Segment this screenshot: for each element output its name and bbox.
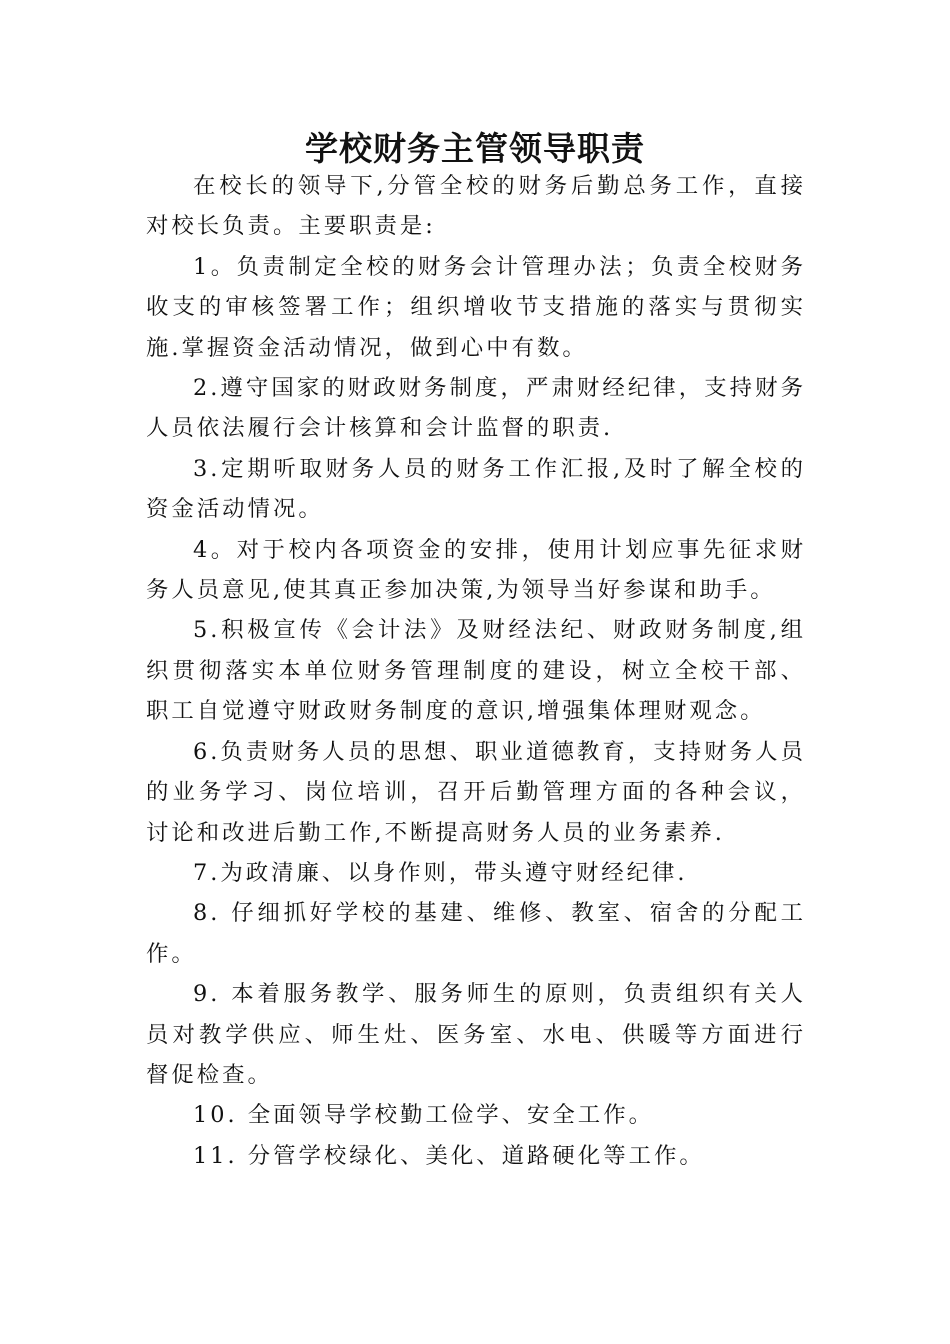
duty-item-3: 3.定期听取财务人员的财务工作汇报,及时了解全校的资金活动情况。 bbox=[146, 455, 806, 523]
duty-item-9: 9. 本着服务教学、服务师生的原则，负责组织有关人员对教学供应、师生灶、医务室、水电、供暖等方面进行督促检查。 bbox=[146, 981, 806, 1088]
duty-item-11: 11. 分管学校绿化、美化、道路硬化等工作。 bbox=[193, 1142, 705, 1169]
duty-item-7: 7.为政清廉、以身作则，带头遵守财经纪律. bbox=[193, 859, 688, 886]
document-title: 学校财务主管领导职责 bbox=[305, 129, 645, 168]
duty-item-2: 2.遵守国家的财政财务制度，严肃财经纪律，支持财务人员依法履行会计核算和会计监督的职责. bbox=[146, 375, 806, 442]
duty-item-5: 5.积极宣传《会计法》及财经法纪、财政财务制度,组织贯彻落实本单位财务管理制度的建设，树立全校干部、职工自觉遵守财政财务制度的意识,增强集体理财观念。 bbox=[146, 617, 806, 725]
duty-item-6: 6.负责财务人员的思想、职业道德教育，支持财务人员的业务学习、岗位培训，召开后勤管理方面的各种会议，讨论和改进后勤工作,不断提高财务人员的业务素养. bbox=[146, 738, 806, 846]
duty-item-1: 1。负责制定全校的财务会计管理办法；负责全校财务收支的审核签署工作；组织增收节支措施的落实与贯彻实施.掌握资金活动情况，做到心中有数。 bbox=[146, 253, 806, 361]
document-body bbox=[146, 166, 806, 1176]
duty-item-8: 8. 仔细抓好学校的基建、维修、教室、宿舍的分配工作。 bbox=[146, 900, 806, 967]
duty-item-10: 10. 全面领导学校勤工俭学、安全工作。 bbox=[193, 1102, 654, 1129]
duty-item-4: 4。对于校内各项资金的安排，使用计划应事先征求财务人员意见,使其真正参加决策,为领导当好参谋和助手。 bbox=[146, 536, 806, 604]
intro-paragraph: 在校长的领导下,分管全校的财务后勤总务工作，直接对校长负责。主要职责是: bbox=[146, 173, 806, 240]
